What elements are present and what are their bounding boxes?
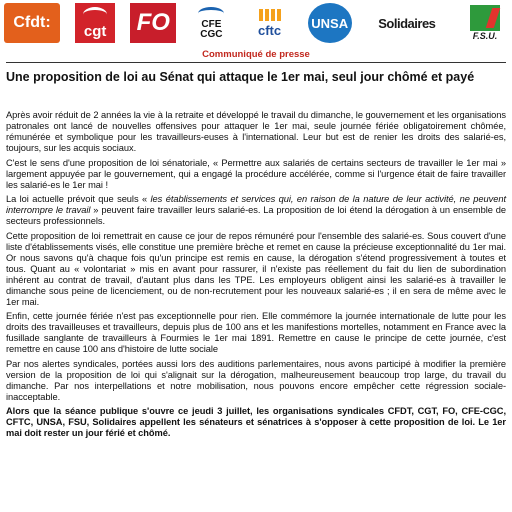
- paragraph-mobilisation: Par nos alertes syndicales, portées aussi lors des auditions parlementaires, nous avons participé à modifier la première version de la proposition de loi qui s'alignait sur la dérogation, malheureusement beaucoup trop large, du travail du dimanche. Par nos interpellations et notre mobilisation, nous pouvons encore empêcher cette régression sociale-inacceptable.: [6, 358, 506, 402]
- document-title: Une proposition de loi au Sénat qui attaque le 1er mai, seul jour chômé et payé: [6, 70, 475, 84]
- solidaires-logo-text: Solidaires: [378, 15, 436, 31]
- unsa-logo-text: UNSA: [311, 15, 349, 31]
- cfdt-logo: [4, 3, 60, 43]
- paragraph-current-law-quote: les établissements et services qui, en raison de la nature de leur activité, ne peuvent interrompre le travail: [6, 194, 506, 215]
- cfdt-logo-text: Cfdt:: [13, 14, 51, 31]
- solidaires-logo: [367, 3, 447, 43]
- paragraph-intro: Après avoir réduit de 2 années la vie à la retraite et développé le travail du dimanche, le gouvernement et les organisations patronales ont lancé de nouvelles offensives pour attaquer le 1er mai, seule journée fériée obligatoirement chômée, rémunérée et symbolique pour les travailleurs-euses à l'international. Leur but est de renier les droits des salarié-es, toujours, sur les acquis sociaux.: [6, 110, 506, 153]
- fo-logo: [130, 3, 176, 43]
- header-divider: [6, 62, 506, 63]
- press-release-label: Communiqué de presse: [202, 49, 310, 60]
- paragraph-current-law-start: La loi actuelle prévoit que seuls «: [6, 194, 151, 204]
- cftc-bars-icon: [259, 9, 281, 21]
- fsu-logo-text: F.S.U.: [472, 31, 498, 41]
- paragraph-current-law: [6, 194, 506, 227]
- fsu-logo: [462, 3, 508, 43]
- cfe-cgc-logo: [191, 3, 231, 43]
- cfe-cgc-line2: CGC: [200, 28, 223, 40]
- union-logos-bar: [0, 0, 512, 46]
- paragraph-call-to-action: Alors que la séance publique s'ouvre ce jeudi 3 juillet, les organisations syndicales CFDT, CGT, FO, CFE-CGC, CFTC, UNSA, FSU, Solidaires appellent les sénateurs et sénatrices à s'opposer à cette proposition de loi. Le 1er mai doit rester un jour férié et chômé.: [6, 406, 506, 438]
- fo-logo-text: FO: [136, 9, 170, 36]
- document-body: [6, 110, 506, 443]
- paragraph-current-law-end: » peuvent faire travailler leurs salarié-es. La proposition de loi étend la dérogation à un ensemble de secteurs professionnels.: [6, 205, 506, 226]
- paragraph-history: Enfin, cette journée fériée n'est pas exceptionnelle pour rien. Elle commémore la journée internationale de lutte pour les droits des travailleuses et travailleurs, depuis plus de 100 ans et les manifestions mortelles, notamment en France avec la fusillade sanglante de travailleurs à Fourmies le 1er mai 1891. Remettre en cause le principe de cette journée, c'est remettre en cause 100 ans d'histoire de lutte sociale: [6, 311, 506, 354]
- cgt-logo: [75, 3, 115, 43]
- cftc-logo: [247, 3, 293, 43]
- unsa-logo: [308, 3, 352, 43]
- paragraph-proposal: C'est le sens d'une proposition de loi sénatoriale, « Permettre aux salariés de certains secteurs de travailler le 1er mai » largement appuyée par le gouvernement, qui a engagé la procédure accélérée, comme si l'urgence était de faire travailler les salarié-es le 1er mai !: [6, 157, 506, 190]
- cfe-cgc-line1: CFE: [201, 18, 222, 30]
- cgt-logo-text: cgt: [83, 22, 107, 40]
- fsu-mark-icon: [470, 5, 500, 31]
- cfe-cgc-ring-icon: [198, 7, 224, 20]
- cftc-logo-text: cftc: [258, 22, 282, 38]
- cgt-bird-icon: [83, 7, 107, 22]
- paragraph-consequences: Cette proposition de loi remettrait en cause ce jour de repos rémunéré pour l'ensemble des salarié-es. Sous couvert d'une liste d'établissements visés, elle constitue une première brèche et remet en cause la précieuse exceptionnalité du 1er mai. Or nous savons qu'à chaque fois qu'un principe est remis en cause, la dérogation s'étend progressivement à toutes et tous. Quant au « volontariat » mis en avant pour rassurer, il n'existe pas réellement du fait du lien de subordination inhérent au contrat de travail, d'autant plus dans les TPE. Les employeurs obligent ainsi les salarié-es à travailler le dimanche sous peine de licenciement, ou de non-recrutement pour les nouveaux salarié-es ; il en sera de même avec le 1er mai.: [6, 230, 506, 307]
